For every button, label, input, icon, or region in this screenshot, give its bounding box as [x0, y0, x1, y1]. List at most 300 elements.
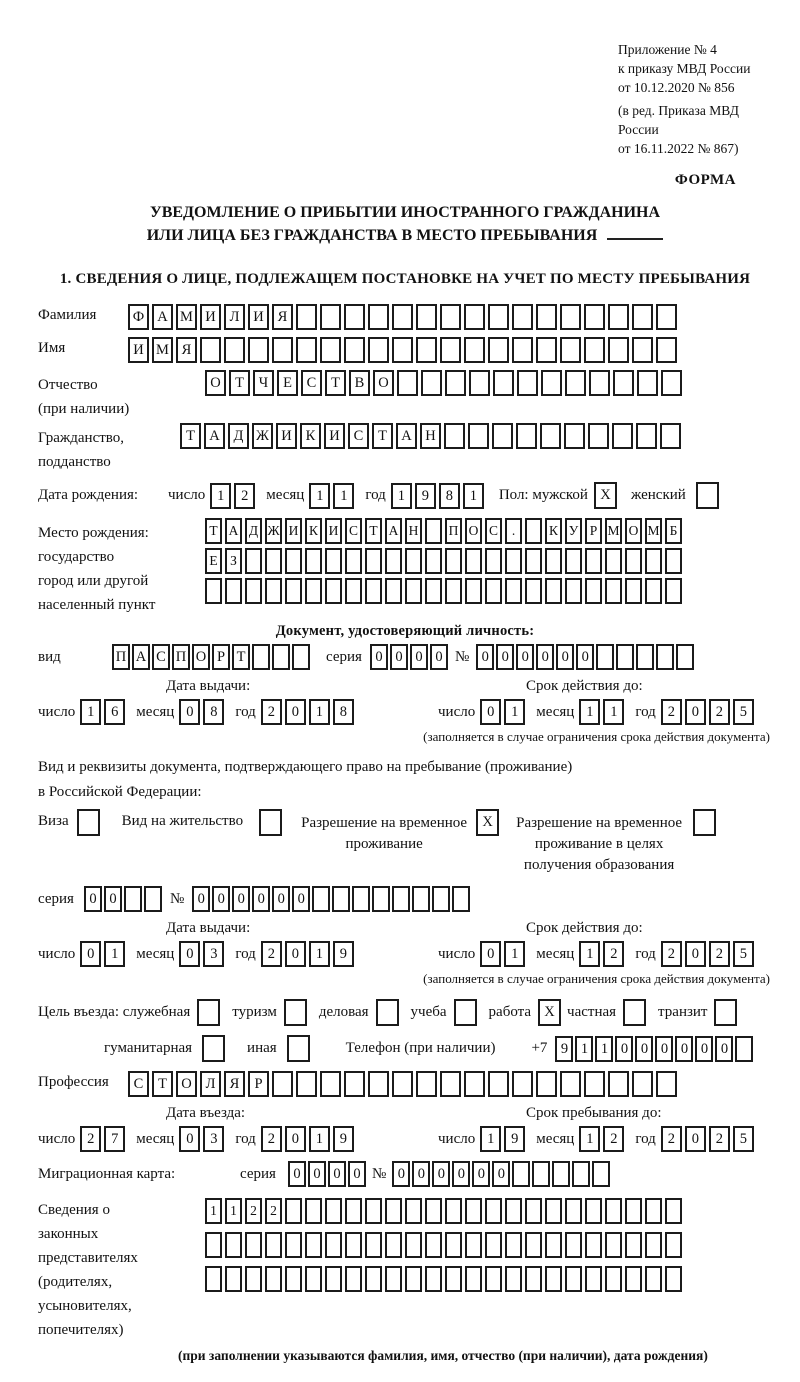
char-cell[interactable]: 9	[555, 1036, 573, 1062]
char-cell[interactable]	[425, 548, 442, 574]
char-cell[interactable]: 1	[463, 483, 484, 509]
char-cell[interactable]: Ж	[252, 423, 273, 449]
char-cell[interactable]: И	[276, 423, 297, 449]
char-cell[interactable]	[665, 578, 682, 604]
char-cell[interactable]	[469, 370, 490, 396]
char-cell[interactable]	[305, 1198, 322, 1224]
char-cell[interactable]: Д	[245, 518, 262, 544]
char-cell[interactable]: 5	[733, 699, 754, 725]
char-cell[interactable]	[292, 644, 310, 670]
char-cell[interactable]	[605, 578, 622, 604]
char-cell[interactable]: 1	[595, 1036, 613, 1062]
char-cell[interactable]	[440, 304, 461, 330]
char-cell[interactable]	[265, 578, 282, 604]
char-cell[interactable]: 2	[661, 699, 682, 725]
char-cell[interactable]: 1	[504, 941, 525, 967]
char-cell[interactable]	[445, 1266, 462, 1292]
purpose-official-checkbox[interactable]	[197, 999, 220, 1026]
char-cell[interactable]	[560, 1071, 581, 1097]
char-cell[interactable]	[320, 304, 341, 330]
char-cell[interactable]	[464, 337, 485, 363]
char-cell[interactable]	[265, 548, 282, 574]
char-cell[interactable]	[465, 1266, 482, 1292]
char-cell[interactable]	[485, 548, 502, 574]
char-cell[interactable]: Н	[405, 518, 422, 544]
char-cell[interactable]	[485, 1266, 502, 1292]
char-cell[interactable]	[365, 1232, 382, 1258]
char-cell[interactable]	[416, 1071, 437, 1097]
char-cell[interactable]	[205, 1266, 222, 1292]
char-cell[interactable]	[305, 548, 322, 574]
sex-male-checkbox[interactable]: X	[594, 482, 617, 509]
char-cell[interactable]: 0	[412, 1161, 430, 1187]
char-cell[interactable]: П	[112, 644, 130, 670]
char-cell[interactable]	[440, 1071, 461, 1097]
char-cell[interactable]	[505, 1266, 522, 1292]
char-cell[interactable]: 0	[685, 699, 706, 725]
char-cell[interactable]	[445, 548, 462, 574]
char-cell[interactable]	[625, 1266, 642, 1292]
char-cell[interactable]: 2	[234, 483, 255, 509]
char-cell[interactable]: 1	[579, 699, 600, 725]
char-cell[interactable]	[285, 578, 302, 604]
char-cell[interactable]: Т	[232, 644, 250, 670]
char-cell[interactable]	[444, 423, 465, 449]
char-cell[interactable]	[285, 1266, 302, 1292]
char-cell[interactable]	[332, 886, 350, 912]
char-cell[interactable]: 1	[579, 1126, 600, 1152]
char-cell[interactable]: 0	[492, 1161, 510, 1187]
char-cell[interactable]	[205, 578, 222, 604]
char-cell[interactable]	[596, 644, 614, 670]
char-cell[interactable]: 1	[104, 941, 125, 967]
char-cell[interactable]: В	[349, 370, 370, 396]
char-cell[interactable]	[505, 1198, 522, 1224]
char-cell[interactable]: 2	[661, 941, 682, 967]
char-cell[interactable]	[525, 1198, 542, 1224]
char-cell[interactable]	[612, 423, 633, 449]
char-cell[interactable]	[405, 1232, 422, 1258]
char-cell[interactable]: 0	[308, 1161, 326, 1187]
char-cell[interactable]	[540, 423, 561, 449]
char-cell[interactable]	[325, 1232, 342, 1258]
char-cell[interactable]: 3	[203, 941, 224, 967]
char-cell[interactable]: 0	[715, 1036, 733, 1062]
char-cell[interactable]: Ч	[253, 370, 274, 396]
char-cell[interactable]	[344, 337, 365, 363]
char-cell[interactable]: З	[225, 548, 242, 574]
char-cell[interactable]: 2	[709, 1126, 730, 1152]
char-cell[interactable]	[485, 578, 502, 604]
char-cell[interactable]	[512, 1071, 533, 1097]
char-cell[interactable]: М	[645, 518, 662, 544]
char-cell[interactable]	[565, 370, 586, 396]
char-cell[interactable]: Л	[200, 1071, 221, 1097]
char-cell[interactable]	[605, 1266, 622, 1292]
char-cell[interactable]	[656, 644, 674, 670]
char-cell[interactable]: 1	[309, 1126, 330, 1152]
char-cell[interactable]: 2	[661, 1126, 682, 1152]
char-cell[interactable]: Т	[180, 423, 201, 449]
char-cell[interactable]: А	[385, 518, 402, 544]
char-cell[interactable]	[285, 548, 302, 574]
char-cell[interactable]	[392, 1071, 413, 1097]
char-cell[interactable]: 0	[232, 886, 250, 912]
char-cell[interactable]: О	[373, 370, 394, 396]
char-cell[interactable]	[225, 1232, 242, 1258]
char-cell[interactable]: 0	[655, 1036, 673, 1062]
char-cell[interactable]	[445, 578, 462, 604]
char-cell[interactable]	[344, 1071, 365, 1097]
char-cell[interactable]	[616, 644, 634, 670]
char-cell[interactable]	[584, 337, 605, 363]
char-cell[interactable]	[465, 1198, 482, 1224]
char-cell[interactable]	[545, 1266, 562, 1292]
char-cell[interactable]	[252, 644, 270, 670]
char-cell[interactable]: 1	[225, 1198, 242, 1224]
char-cell[interactable]: 1	[391, 483, 412, 509]
char-cell[interactable]	[645, 1266, 662, 1292]
char-cell[interactable]: 0	[480, 941, 501, 967]
char-cell[interactable]	[421, 370, 442, 396]
char-cell[interactable]: 0	[430, 644, 448, 670]
char-cell[interactable]: А	[132, 644, 150, 670]
char-cell[interactable]	[735, 1036, 753, 1062]
char-cell[interactable]	[656, 1071, 677, 1097]
char-cell[interactable]	[585, 1232, 602, 1258]
char-cell[interactable]	[385, 1232, 402, 1258]
char-cell[interactable]: 9	[415, 483, 436, 509]
char-cell[interactable]: 1	[309, 483, 330, 509]
char-cell[interactable]: 1	[575, 1036, 593, 1062]
char-cell[interactable]	[564, 423, 585, 449]
char-cell[interactable]: 0	[104, 886, 122, 912]
char-cell[interactable]: П	[445, 518, 462, 544]
char-cell[interactable]	[545, 1198, 562, 1224]
char-cell[interactable]: 2	[709, 941, 730, 967]
char-cell[interactable]: С	[348, 423, 369, 449]
char-cell[interactable]	[545, 1232, 562, 1258]
char-cell[interactable]: 0	[685, 1126, 706, 1152]
char-cell[interactable]	[465, 578, 482, 604]
char-cell[interactable]	[200, 337, 221, 363]
char-cell[interactable]: 5	[733, 941, 754, 967]
char-cell[interactable]	[560, 337, 581, 363]
char-cell[interactable]	[541, 370, 562, 396]
purpose-business-checkbox[interactable]	[376, 999, 399, 1026]
char-cell[interactable]	[224, 337, 245, 363]
char-cell[interactable]	[365, 1198, 382, 1224]
char-cell[interactable]: И	[248, 304, 269, 330]
char-cell[interactable]	[585, 578, 602, 604]
char-cell[interactable]: И	[285, 518, 302, 544]
char-cell[interactable]	[320, 1071, 341, 1097]
purpose-private-checkbox[interactable]	[623, 999, 646, 1026]
char-cell[interactable]: К	[545, 518, 562, 544]
char-cell[interactable]: 0	[472, 1161, 490, 1187]
char-cell[interactable]: 7	[104, 1126, 125, 1152]
char-cell[interactable]: Т	[152, 1071, 173, 1097]
char-cell[interactable]: 0	[675, 1036, 693, 1062]
char-cell[interactable]	[205, 1232, 222, 1258]
sex-female-checkbox[interactable]	[696, 482, 719, 509]
char-cell[interactable]	[365, 578, 382, 604]
char-cell[interactable]	[416, 337, 437, 363]
purpose-transit-checkbox[interactable]	[714, 999, 737, 1026]
char-cell[interactable]: Е	[205, 548, 222, 574]
char-cell[interactable]: К	[305, 518, 322, 544]
char-cell[interactable]: 1	[480, 1126, 501, 1152]
char-cell[interactable]: 0	[348, 1161, 366, 1187]
char-cell[interactable]	[552, 1161, 570, 1187]
char-cell[interactable]	[493, 370, 514, 396]
char-cell[interactable]	[656, 337, 677, 363]
char-cell[interactable]	[505, 548, 522, 574]
char-cell[interactable]	[425, 1266, 442, 1292]
char-cell[interactable]	[565, 1198, 582, 1224]
char-cell[interactable]: 2	[261, 941, 282, 967]
char-cell[interactable]: С	[128, 1071, 149, 1097]
char-cell[interactable]: А	[204, 423, 225, 449]
char-cell[interactable]: 0	[695, 1036, 713, 1062]
char-cell[interactable]: Т	[365, 518, 382, 544]
char-cell[interactable]	[585, 1266, 602, 1292]
char-cell[interactable]	[452, 886, 470, 912]
char-cell[interactable]: 0	[410, 644, 428, 670]
char-cell[interactable]: 0	[192, 886, 210, 912]
char-cell[interactable]	[625, 548, 642, 574]
char-cell[interactable]	[305, 578, 322, 604]
char-cell[interactable]	[265, 1266, 282, 1292]
char-cell[interactable]	[661, 370, 682, 396]
char-cell[interactable]: 3	[203, 1126, 224, 1152]
char-cell[interactable]	[296, 1071, 317, 1097]
char-cell[interactable]	[512, 337, 533, 363]
char-cell[interactable]	[345, 578, 362, 604]
purpose-work-checkbox[interactable]: X	[538, 999, 561, 1026]
char-cell[interactable]	[536, 304, 557, 330]
char-cell[interactable]	[405, 548, 422, 574]
char-cell[interactable]	[425, 518, 442, 544]
char-cell[interactable]: 0	[288, 1161, 306, 1187]
char-cell[interactable]: 0	[390, 644, 408, 670]
char-cell[interactable]	[512, 304, 533, 330]
char-cell[interactable]	[312, 886, 330, 912]
char-cell[interactable]: 0	[536, 644, 554, 670]
char-cell[interactable]	[584, 304, 605, 330]
char-cell[interactable]: Т	[205, 518, 222, 544]
char-cell[interactable]	[440, 337, 461, 363]
char-cell[interactable]: Я	[224, 1071, 245, 1097]
char-cell[interactable]: И	[324, 423, 345, 449]
char-cell[interactable]: 1	[210, 483, 231, 509]
char-cell[interactable]: 2	[603, 941, 624, 967]
char-cell[interactable]: М	[152, 337, 173, 363]
char-cell[interactable]: 9	[504, 1126, 525, 1152]
char-cell[interactable]: 1	[579, 941, 600, 967]
char-cell[interactable]	[637, 370, 658, 396]
char-cell[interactable]	[412, 886, 430, 912]
char-cell[interactable]	[632, 304, 653, 330]
char-cell[interactable]	[245, 548, 262, 574]
char-cell[interactable]: 0	[556, 644, 574, 670]
char-cell[interactable]	[645, 578, 662, 604]
char-cell[interactable]	[665, 1232, 682, 1258]
char-cell[interactable]	[585, 548, 602, 574]
char-cell[interactable]: Д	[228, 423, 249, 449]
char-cell[interactable]: 9	[333, 1126, 354, 1152]
char-cell[interactable]	[397, 370, 418, 396]
char-cell[interactable]: 0	[432, 1161, 450, 1187]
char-cell[interactable]: Я	[176, 337, 197, 363]
char-cell[interactable]: 2	[261, 699, 282, 725]
char-cell[interactable]	[464, 304, 485, 330]
char-cell[interactable]: 1	[309, 941, 330, 967]
char-cell[interactable]	[465, 548, 482, 574]
char-cell[interactable]: Л	[224, 304, 245, 330]
char-cell[interactable]: 0	[452, 1161, 470, 1187]
char-cell[interactable]: А	[225, 518, 242, 544]
char-cell[interactable]: Ж	[265, 518, 282, 544]
char-cell[interactable]	[385, 548, 402, 574]
char-cell[interactable]	[368, 337, 389, 363]
char-cell[interactable]: 8	[439, 483, 460, 509]
char-cell[interactable]	[124, 886, 142, 912]
char-cell[interactable]: 0	[292, 886, 310, 912]
char-cell[interactable]: 1	[603, 699, 624, 725]
char-cell[interactable]: И	[128, 337, 149, 363]
char-cell[interactable]: Б	[665, 518, 682, 544]
char-cell[interactable]: 2	[261, 1126, 282, 1152]
char-cell[interactable]: 0	[179, 941, 200, 967]
char-cell[interactable]	[392, 304, 413, 330]
char-cell[interactable]	[405, 1198, 422, 1224]
char-cell[interactable]: О	[625, 518, 642, 544]
char-cell[interactable]	[405, 578, 422, 604]
char-cell[interactable]	[144, 886, 162, 912]
char-cell[interactable]	[320, 337, 341, 363]
char-cell[interactable]	[565, 578, 582, 604]
char-cell[interactable]	[605, 1232, 622, 1258]
purpose-tourism-checkbox[interactable]	[284, 999, 307, 1026]
char-cell[interactable]	[525, 1266, 542, 1292]
char-cell[interactable]	[245, 1266, 262, 1292]
char-cell[interactable]	[425, 578, 442, 604]
char-cell[interactable]	[525, 1232, 542, 1258]
char-cell[interactable]: Т	[325, 370, 346, 396]
char-cell[interactable]: П	[172, 644, 190, 670]
char-cell[interactable]: Е	[277, 370, 298, 396]
char-cell[interactable]	[488, 1071, 509, 1097]
char-cell[interactable]: 2	[709, 699, 730, 725]
char-cell[interactable]	[565, 548, 582, 574]
char-cell[interactable]: А	[396, 423, 417, 449]
char-cell[interactable]	[665, 1198, 682, 1224]
char-cell[interactable]: 0	[576, 644, 594, 670]
char-cell[interactable]	[488, 304, 509, 330]
char-cell[interactable]: 0	[285, 699, 306, 725]
char-cell[interactable]: Т	[229, 370, 250, 396]
char-cell[interactable]: 0	[392, 1161, 410, 1187]
char-cell[interactable]	[536, 1071, 557, 1097]
char-cell[interactable]	[505, 578, 522, 604]
char-cell[interactable]	[636, 423, 657, 449]
char-cell[interactable]	[365, 1266, 382, 1292]
char-cell[interactable]	[545, 578, 562, 604]
char-cell[interactable]	[248, 337, 269, 363]
char-cell[interactable]: 0	[84, 886, 102, 912]
char-cell[interactable]	[305, 1232, 322, 1258]
char-cell[interactable]	[588, 423, 609, 449]
char-cell[interactable]: У	[565, 518, 582, 544]
char-cell[interactable]: 0	[370, 644, 388, 670]
char-cell[interactable]: 2	[603, 1126, 624, 1152]
char-cell[interactable]	[492, 423, 513, 449]
char-cell[interactable]	[565, 1232, 582, 1258]
purpose-study-checkbox[interactable]	[454, 999, 477, 1026]
char-cell[interactable]	[385, 578, 402, 604]
char-cell[interactable]	[445, 370, 466, 396]
char-cell[interactable]	[565, 1266, 582, 1292]
char-cell[interactable]	[645, 1232, 662, 1258]
char-cell[interactable]	[325, 1198, 342, 1224]
char-cell[interactable]	[516, 423, 537, 449]
char-cell[interactable]: 2	[245, 1198, 262, 1224]
char-cell[interactable]	[305, 1266, 322, 1292]
char-cell[interactable]: М	[605, 518, 622, 544]
purpose-humanitarian-checkbox[interactable]	[202, 1035, 225, 1062]
char-cell[interactable]: 0	[328, 1161, 346, 1187]
char-cell[interactable]	[385, 1266, 402, 1292]
char-cell[interactable]: И	[200, 304, 221, 330]
char-cell[interactable]	[592, 1161, 610, 1187]
char-cell[interactable]: 0	[179, 1126, 200, 1152]
char-cell[interactable]	[645, 548, 662, 574]
char-cell[interactable]: С	[301, 370, 322, 396]
char-cell[interactable]	[536, 337, 557, 363]
char-cell[interactable]: 0	[212, 886, 230, 912]
char-cell[interactable]	[525, 518, 542, 544]
char-cell[interactable]	[517, 370, 538, 396]
char-cell[interactable]: .	[505, 518, 522, 544]
temp-residence-checkbox[interactable]: X	[476, 809, 499, 836]
char-cell[interactable]: Р	[248, 1071, 269, 1097]
char-cell[interactable]	[605, 1198, 622, 1224]
char-cell[interactable]: 0	[615, 1036, 633, 1062]
char-cell[interactable]	[632, 1071, 653, 1097]
char-cell[interactable]: О	[205, 370, 226, 396]
char-cell[interactable]	[560, 304, 581, 330]
char-cell[interactable]	[445, 1198, 462, 1224]
char-cell[interactable]	[272, 337, 293, 363]
char-cell[interactable]: 2	[265, 1198, 282, 1224]
char-cell[interactable]: Ф	[128, 304, 149, 330]
char-cell[interactable]: 1	[205, 1198, 222, 1224]
temp-residence-education-checkbox[interactable]	[693, 809, 716, 836]
char-cell[interactable]	[445, 1232, 462, 1258]
char-cell[interactable]: Н	[420, 423, 441, 449]
char-cell[interactable]	[665, 548, 682, 574]
char-cell[interactable]	[632, 337, 653, 363]
char-cell[interactable]	[272, 644, 290, 670]
purpose-other-checkbox[interactable]	[287, 1035, 310, 1062]
char-cell[interactable]	[485, 1232, 502, 1258]
char-cell[interactable]	[532, 1161, 550, 1187]
char-cell[interactable]: 1	[504, 699, 525, 725]
char-cell[interactable]	[485, 1198, 502, 1224]
char-cell[interactable]	[645, 1198, 662, 1224]
char-cell[interactable]	[265, 1232, 282, 1258]
